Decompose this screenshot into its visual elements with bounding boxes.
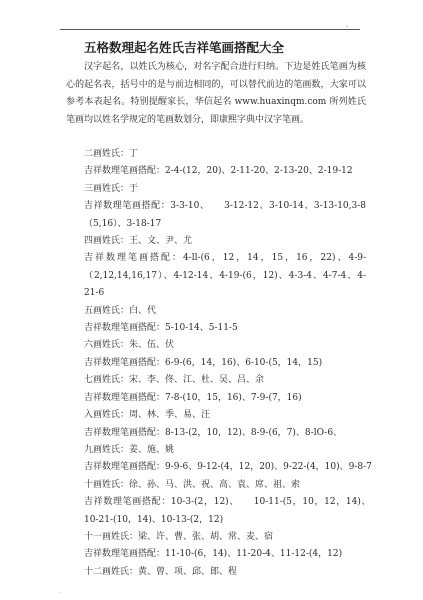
- surname-line: 十画姓氏：徐、孙、马、洪、祝、高、袁、席、祖、索: [84, 479, 301, 490]
- stroke-combination-line: 吉祥数理笔画搭配：8-13-(2，10，12)、8-9-(6，7)、8-lO-6、: [84, 427, 343, 438]
- stroke-combination-line: 吉祥数理笔画搭配：7-8-(10，15，16)、7-9-(7，16): [84, 392, 302, 403]
- stroke-table: [66, 146, 385, 581]
- header-rule: [60, 29, 360, 30]
- document-title: 五格数理起名姓氏吉祥笔画搭配大全: [84, 40, 285, 55]
- surname-line: 三画姓氏：于: [84, 183, 139, 194]
- surname-line: 七画姓氏：宋、李、佟、江、杜、吴、吕、余: [84, 375, 265, 386]
- intro-paragraph: 汉字起名，以姓氏为核心，对名字配合进行归纳。下边是姓氏笔画为核心的起名表，括号中的是与前边相同的，可以替代前边的笔画数，大家可以参考本表起名。特别提醒家长，华信起名 www.huaxinqm.com 所列姓氏笔画均以姓名学规定的笔画数划分，即康熙字典中汉字笔画。: [66, 62, 366, 125]
- surname-line: 十一画姓氏：梁、许、曹、张、胡、常、麦、宿: [84, 531, 274, 542]
- surname-line: 入画姓氏：周、林、季、易、汪: [84, 410, 211, 421]
- stroke-combination-line: 吉祥数理笔画搭配：10-3-(2，12)、 10-11-(5，10，12，14)、 10-21-(10，14)、10-13-(2，12): [84, 497, 385, 525]
- stroke-combination-line: 吉祥数理笔画搭配：6-9-(6，14，16)、6-10-(5，14，15): [84, 357, 323, 368]
- stroke-combination-line: 吉祥数理笔画搭配：2-4-(12，20)、2-11-20、2-13-20、2-19-12: [84, 166, 353, 177]
- stroke-combination-line: 吉祥数理笔画搭配：9-9-6、9-12-(4，12，20)、9-22-(4，10)、9-8-7: [84, 462, 372, 473]
- surname-line: 十二画姓氏：黄、曾、项、邱、郎、程: [84, 566, 238, 577]
- stroke-combination-line: 吉祥数理笔画搭配：3-3-10、 3-12-12、3-10-14、3-13-10,3-8（5,16）、3-18-17: [84, 201, 366, 229]
- header-mark: ': [346, 24, 349, 33]
- stroke-combination-line: 吉祥数理笔画搭配：11-10-(6，14)、11-20-4、11-12-(4，12): [84, 549, 343, 560]
- footer-mark: .: [58, 588, 60, 595]
- stroke-combination-line: 吉祥数理笔画搭配：5-10-14、5-11-5: [84, 323, 238, 334]
- surname-line: 九画姓氏：姜、施、姚: [84, 444, 175, 455]
- surname-line: 四画姓氏：王、文、尹、尤: [84, 236, 193, 247]
- surname-line: 六画姓氏：朱、伍、伏: [84, 340, 175, 351]
- stroke-combination-line: 吉祥数理笔画搭配：4-ll-(6，12，14，15，16，22)、4-9-（2,12,14,16,17）、4-12-14、4-19-(6，12)、4-3-4、4-7-4、4-21-6: [84, 253, 366, 299]
- surname-line: 五画姓氏：白、代: [84, 305, 157, 316]
- surname-line: 二画姓氏：丁: [84, 149, 139, 159]
